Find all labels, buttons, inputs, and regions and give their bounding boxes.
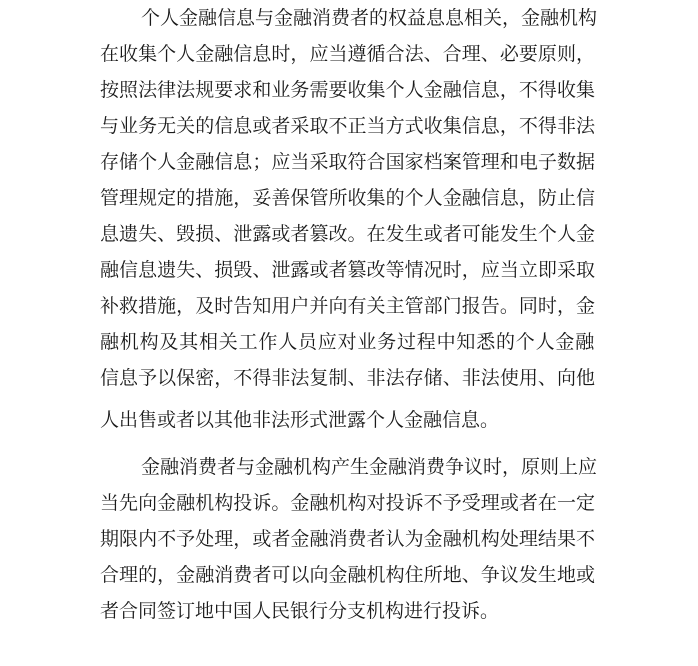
text-line: 者合同签订地中国人民银行分支机构进行投诉。 <box>100 600 500 622</box>
text-line: 当先向金融机构投诉。金融机构对投诉不予受理或者在一定 <box>100 492 596 514</box>
text-line: 信息予以保密，不得非法复制、非法存储、非法使用、向他 <box>100 367 596 389</box>
text-line: 在收集个人金融信息时，应当遵循合法、合理、必要原则， <box>100 43 596 65</box>
text-line: 存储个人金融信息；应当采取符合国家档案管理和电子数据 <box>100 151 596 173</box>
text-line: 合理的，金融消费者可以向金融机构住所地、争议发生地或 <box>100 564 596 586</box>
text-line: 融机构及其相关工作人员应对业务过程中知悉的个人金融 <box>100 331 596 353</box>
text-line: 补救措施，及时告知用户并向有关主管部门报告。同时，金 <box>100 295 596 317</box>
text-line: 期限内不予处理，或者金融消费者认为金融机构处理结果不 <box>100 528 596 550</box>
text-line: 管理规定的措施，妥善保管所收集的个人金融信息，防止信 <box>100 187 596 209</box>
text-line: 个人金融信息与金融消费者的权益息息相关，金融机构 <box>141 7 598 29</box>
text-line: 息遗失、毁损、泄露或者篡改。在发生或者可能发生个人金 <box>100 223 596 245</box>
text-line: 按照法律法规要求和业务需要收集个人金融信息，不得收集 <box>100 79 596 101</box>
text-line: 融信息遗失、损毁、泄露或者篡改等情况时，应当立即采取 <box>100 259 596 281</box>
text-line: 金融消费者与金融机构产生金融消费争议时，原则上应 <box>141 456 598 478</box>
text-line: 与业务无关的信息或者采取不正当方式收集信息，不得非法 <box>100 115 596 137</box>
text-line: 人出售或者以其他非法形式泄露个人金融信息。 <box>100 409 500 431</box>
